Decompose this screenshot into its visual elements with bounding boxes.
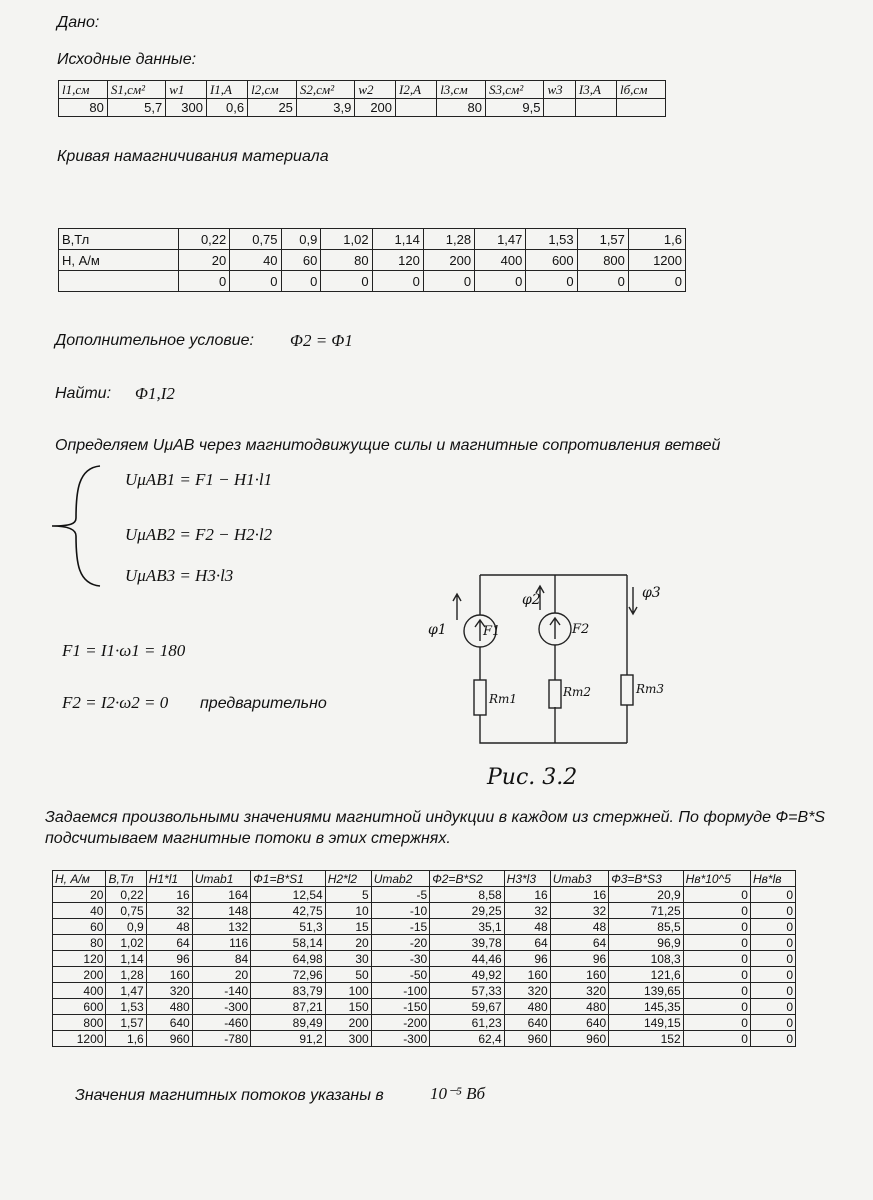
- calc-cell: 149,15: [609, 1015, 683, 1031]
- given-value-cell: 9,5: [486, 99, 544, 117]
- calc-cell: 145,35: [609, 999, 683, 1015]
- curve-row: [59, 229, 686, 250]
- calc-cell: 300: [325, 1031, 371, 1047]
- calc-cell: -15: [371, 919, 430, 935]
- calc-cell: 0: [750, 935, 795, 951]
- calc-header-cell: Ф2=B*S2: [430, 871, 504, 887]
- curve-cell: 1,6: [628, 229, 685, 250]
- calc-cell: 57,33: [430, 983, 504, 999]
- curve-cell: 0,75: [230, 229, 281, 250]
- calc-cell: 42,75: [251, 903, 325, 919]
- curve-cell: 1,53: [526, 229, 577, 250]
- calc-header-cell: H, А/м: [53, 871, 106, 887]
- given-header-cell: S3,см²: [486, 81, 544, 99]
- given-header-cell: I3,A: [575, 81, 616, 99]
- calc-cell: 0: [683, 967, 750, 983]
- calc-cell: 1,28: [106, 967, 146, 983]
- given-header-cell: l1,см: [59, 81, 108, 99]
- curve-row: [59, 271, 686, 292]
- given-value-cell: [575, 99, 616, 117]
- calc-cell: 64: [504, 935, 550, 951]
- curve-row-label: [59, 271, 179, 292]
- calc-header-cell: H1*l1: [146, 871, 192, 887]
- f1-equation: F1 = I1·ω1 = 180: [62, 641, 186, 660]
- calc-cell: 87,21: [251, 999, 325, 1015]
- calc-cell: -5: [371, 887, 430, 903]
- calc-cell: 1,6: [106, 1031, 146, 1047]
- calc-cell: 320: [146, 983, 192, 999]
- calc-header-cell: Umab2: [371, 871, 430, 887]
- calc-cell: 60: [53, 919, 106, 935]
- calc-cell: -150: [371, 999, 430, 1015]
- calc-cell: -100: [371, 983, 430, 999]
- calc-cell: 800: [53, 1015, 106, 1031]
- calc-cell: 480: [504, 999, 550, 1015]
- f2-note: предварительно: [200, 695, 327, 712]
- given-header-cell: lб,см: [617, 81, 666, 99]
- system-eq-2: UμAB2 = F2 − H2·l2: [125, 525, 273, 544]
- given-value-cell: 25: [248, 99, 297, 117]
- calc-cell: 29,25: [430, 903, 504, 919]
- given-value-cell: [544, 99, 575, 117]
- calc-cell: 96: [146, 951, 192, 967]
- phi2-label: φ2: [522, 592, 541, 608]
- calc-cell: 62,4: [430, 1031, 504, 1047]
- calc-cell: -20: [371, 935, 430, 951]
- find-label: Найти:: [55, 385, 112, 402]
- calc-cell: 0: [683, 919, 750, 935]
- calc-cell: 640: [550, 1015, 609, 1031]
- calc-cell: 960: [504, 1031, 550, 1047]
- calc-cell: 121,6: [609, 967, 683, 983]
- calc-cell: 84: [192, 951, 251, 967]
- calc-cell: 0: [683, 887, 750, 903]
- calc-cell: 0,75: [106, 903, 146, 919]
- find-equation: Φ1,I2: [135, 384, 175, 403]
- curve-cell: 80: [321, 250, 372, 271]
- calc-header-cell: Umab1: [192, 871, 251, 887]
- calc-cell: 96,9: [609, 935, 683, 951]
- calc-cell: 20: [53, 887, 106, 903]
- assume-text: Задаемся произвольными значениями магнитной индукции в каждом из стержней. По формуде Ф=B*S подсчитываем магнитные потоки в этих стержнях.: [45, 809, 826, 847]
- given-value-cell: 200: [355, 99, 396, 117]
- calc-cell: -300: [192, 999, 251, 1015]
- given-value-cell: [396, 99, 437, 117]
- curve-row: [59, 250, 686, 271]
- table-row: [53, 1015, 796, 1031]
- calc-cell: 1,47: [106, 983, 146, 999]
- table-row: [53, 1031, 796, 1047]
- calc-cell: 71,25: [609, 903, 683, 919]
- calc-cell: 0: [683, 903, 750, 919]
- calc-cell: 132: [192, 919, 251, 935]
- calc-header-cell: Umab3: [550, 871, 609, 887]
- calc-cell: 83,79: [251, 983, 325, 999]
- curve-row-label: H, А/м: [59, 250, 179, 271]
- calc-cell: 61,23: [430, 1015, 504, 1031]
- calc-cell: -460: [192, 1015, 251, 1031]
- calc-cell: 30: [325, 951, 371, 967]
- calc-cell: 64,98: [251, 951, 325, 967]
- heading-given: Дано:: [57, 14, 100, 31]
- curve-cell: 40: [230, 250, 281, 271]
- calc-cell: 0: [683, 983, 750, 999]
- calc-cell: 0: [750, 1031, 795, 1047]
- calc-cell: 58,14: [251, 935, 325, 951]
- calc-header-cell: H2*l2: [325, 871, 371, 887]
- calc-cell: 89,49: [251, 1015, 325, 1031]
- given-value-cell: 0,6: [206, 99, 247, 117]
- calc-cell: 0: [750, 983, 795, 999]
- calc-cell: 16: [504, 887, 550, 903]
- calc-cell: 96: [504, 951, 550, 967]
- curve-cell: 0: [321, 271, 372, 292]
- extra-condition-equation: Φ2 = Φ1: [290, 331, 353, 350]
- curve-cell: 600: [526, 250, 577, 271]
- calc-cell: 1,02: [106, 935, 146, 951]
- calc-cell: 116: [192, 935, 251, 951]
- calc-cell: 8,58: [430, 887, 504, 903]
- rm1-label: Rm1: [489, 692, 518, 706]
- curve-cell: 60: [281, 250, 321, 271]
- calc-cell: 64: [550, 935, 609, 951]
- given-header-cell: I1,A: [206, 81, 247, 99]
- calc-cell: 48: [146, 919, 192, 935]
- calc-cell: 32: [550, 903, 609, 919]
- f2-equation: F2 = I2·ω2 = 0: [62, 693, 169, 712]
- calc-header-cell: B,Тл: [106, 871, 146, 887]
- calc-cell: 48: [504, 919, 550, 935]
- calc-header-cell: H3*l3: [504, 871, 550, 887]
- given-header-cell: I2,A: [396, 81, 437, 99]
- calc-cell: 0: [750, 967, 795, 983]
- calc-cell: 96: [550, 951, 609, 967]
- calc-cell: -50: [371, 967, 430, 983]
- calc-header-cell: Ф1=B*S1: [251, 871, 325, 887]
- units-text: Значения магнитных потоков указаны в: [75, 1087, 384, 1104]
- figure-caption: Рис. 3.2: [487, 765, 578, 790]
- given-header-cell: l3,см: [437, 81, 486, 99]
- curve-cell: 0: [281, 271, 321, 292]
- given-table: [58, 80, 666, 117]
- calc-cell: 1,53: [106, 999, 146, 1015]
- calc-cell: 80: [53, 935, 106, 951]
- calc-cell: 200: [53, 967, 106, 983]
- curve-title: Кривая намагничивания материала: [57, 148, 329, 165]
- calc-cell: -200: [371, 1015, 430, 1031]
- calc-cell: 59,67: [430, 999, 504, 1015]
- curve-row-label: B,Тл: [59, 229, 179, 250]
- calc-cell: 15: [325, 919, 371, 935]
- calc-cell: 1200: [53, 1031, 106, 1047]
- calc-cell: 20: [325, 935, 371, 951]
- table-row: [53, 903, 796, 919]
- calc-cell: 0: [683, 935, 750, 951]
- table-row: [53, 999, 796, 1015]
- given-value-row: [59, 99, 666, 117]
- phi1-label: φ1: [428, 622, 447, 638]
- system-eq-1: UμAB1 = F1 − H1·l1: [125, 470, 273, 489]
- table-row: [53, 951, 796, 967]
- magnetization-curve-table: [58, 228, 686, 292]
- calc-cell: 91,2: [251, 1031, 325, 1047]
- calc-cell: 480: [550, 999, 609, 1015]
- calc-cell: 49,92: [430, 967, 504, 983]
- calc-cell: 50: [325, 967, 371, 983]
- calc-cell: 640: [504, 1015, 550, 1031]
- given-value-cell: 300: [166, 99, 207, 117]
- calc-header-cell: Hв*10^5: [683, 871, 750, 887]
- curve-cell: 800: [577, 250, 628, 271]
- calc-cell: 100: [325, 983, 371, 999]
- given-header-cell: w2: [355, 81, 396, 99]
- calc-cell: 0,22: [106, 887, 146, 903]
- calc-header-cell: Ф3=B*S3: [609, 871, 683, 887]
- heading-initial: Исходные данные:: [57, 51, 197, 68]
- system-brace: [40, 462, 110, 592]
- calc-cell: 0: [750, 903, 795, 919]
- curve-cell: 0: [577, 271, 628, 292]
- calc-cell: 160: [146, 967, 192, 983]
- curve-cell: 0: [230, 271, 281, 292]
- given-header-row: [59, 81, 666, 99]
- curve-cell: 200: [423, 250, 474, 271]
- calc-cell: 0: [750, 919, 795, 935]
- curve-cell: 120: [372, 250, 423, 271]
- given-header-cell: S2,см²: [296, 81, 354, 99]
- given-value-cell: [617, 99, 666, 117]
- calc-cell: 32: [146, 903, 192, 919]
- curve-cell: 1200: [628, 250, 685, 271]
- calc-cell: 0: [750, 1015, 795, 1031]
- table-row: [53, 919, 796, 935]
- calc-cell: 480: [146, 999, 192, 1015]
- f1-label: F1: [483, 624, 501, 639]
- curve-cell: 1,28: [423, 229, 474, 250]
- calc-cell: 35,1: [430, 919, 504, 935]
- system-eq-3: UμAB3 = H3·l3: [125, 566, 234, 585]
- calc-cell: 150: [325, 999, 371, 1015]
- curve-cell: 0,9: [281, 229, 321, 250]
- calc-cell: 64: [146, 935, 192, 951]
- calc-cell: 0: [683, 951, 750, 967]
- calc-cell: 44,46: [430, 951, 504, 967]
- calc-cell: 160: [504, 967, 550, 983]
- given-header-cell: w3: [544, 81, 575, 99]
- curve-cell: 0: [423, 271, 474, 292]
- calc-cell: 12,54: [251, 887, 325, 903]
- calc-cell: 0: [750, 999, 795, 1015]
- calc-cell: 5: [325, 887, 371, 903]
- calc-cell: 108,3: [609, 951, 683, 967]
- given-header-cell: S1,см²: [107, 81, 165, 99]
- rm3-label: Rm3: [636, 682, 665, 696]
- calc-header-row: [53, 871, 796, 887]
- curve-cell: 0: [179, 271, 230, 292]
- determine-text: Определяем UμAB через магнитодвижущие силы и магнитные сопротивления ветвей: [55, 437, 721, 454]
- calc-cell: 16: [146, 887, 192, 903]
- calc-header-cell: Hв*lв: [750, 871, 795, 887]
- given-value-cell: 80: [437, 99, 486, 117]
- extra-condition-label: Дополнительное условие:: [55, 332, 254, 349]
- curve-cell: 0: [372, 271, 423, 292]
- calc-cell: -30: [371, 951, 430, 967]
- calc-cell: -10: [371, 903, 430, 919]
- curve-cell: 0,22: [179, 229, 230, 250]
- calc-cell: 640: [146, 1015, 192, 1031]
- calc-cell: -300: [371, 1031, 430, 1047]
- table-row: [53, 887, 796, 903]
- calc-cell: 10: [325, 903, 371, 919]
- calc-cell: 85,5: [609, 919, 683, 935]
- calc-cell: 0: [683, 999, 750, 1015]
- curve-cell: 400: [475, 250, 526, 271]
- calc-cell: 200: [325, 1015, 371, 1031]
- calc-cell: 0: [683, 1031, 750, 1047]
- curve-cell: 1,02: [321, 229, 372, 250]
- curve-cell: 1,14: [372, 229, 423, 250]
- calc-cell: 960: [550, 1031, 609, 1047]
- calc-cell: 0: [750, 951, 795, 967]
- calc-cell: -140: [192, 983, 251, 999]
- table-row: [53, 967, 796, 983]
- curve-cell: 0: [628, 271, 685, 292]
- calc-cell: 0: [683, 1015, 750, 1031]
- calculation-table: [52, 870, 796, 1047]
- calc-cell: 20,9: [609, 887, 683, 903]
- given-value-cell: 80: [59, 99, 108, 117]
- calc-cell: 160: [550, 967, 609, 983]
- given-value-cell: 3,9: [296, 99, 354, 117]
- rm2-label: Rm2: [563, 685, 592, 699]
- calc-cell: 164: [192, 887, 251, 903]
- calc-cell: 139,65: [609, 983, 683, 999]
- units-value: 10⁻⁵ Вб: [430, 1084, 486, 1103]
- curve-cell: 1,57: [577, 229, 628, 250]
- calc-cell: 0,9: [106, 919, 146, 935]
- calc-cell: 39,78: [430, 935, 504, 951]
- calc-cell: 51,3: [251, 919, 325, 935]
- curve-cell: 1,47: [475, 229, 526, 250]
- calc-cell: 32: [504, 903, 550, 919]
- calc-cell: 600: [53, 999, 106, 1015]
- given-value-cell: 5,7: [107, 99, 165, 117]
- calc-cell: -780: [192, 1031, 251, 1047]
- calc-cell: 120: [53, 951, 106, 967]
- table-row: [53, 983, 796, 999]
- calc-cell: 72,96: [251, 967, 325, 983]
- calc-cell: 1,57: [106, 1015, 146, 1031]
- calc-cell: 960: [146, 1031, 192, 1047]
- phi3-label: φ3: [642, 585, 661, 601]
- curve-cell: 0: [526, 271, 577, 292]
- curve-cell: 20: [179, 250, 230, 271]
- calc-cell: 320: [504, 983, 550, 999]
- calc-cell: 400: [53, 983, 106, 999]
- table-row: [53, 935, 796, 951]
- calc-cell: 1,14: [106, 951, 146, 967]
- f2-label: F2: [572, 622, 590, 637]
- calc-cell: 40: [53, 903, 106, 919]
- given-header-cell: l2,см: [248, 81, 297, 99]
- calc-cell: 48: [550, 919, 609, 935]
- given-header-cell: w1: [166, 81, 207, 99]
- calc-cell: 16: [550, 887, 609, 903]
- calc-cell: 20: [192, 967, 251, 983]
- calc-cell: 0: [750, 887, 795, 903]
- calc-cell: 320: [550, 983, 609, 999]
- calc-cell: 152: [609, 1031, 683, 1047]
- calc-cell: 148: [192, 903, 251, 919]
- curve-cell: 0: [475, 271, 526, 292]
